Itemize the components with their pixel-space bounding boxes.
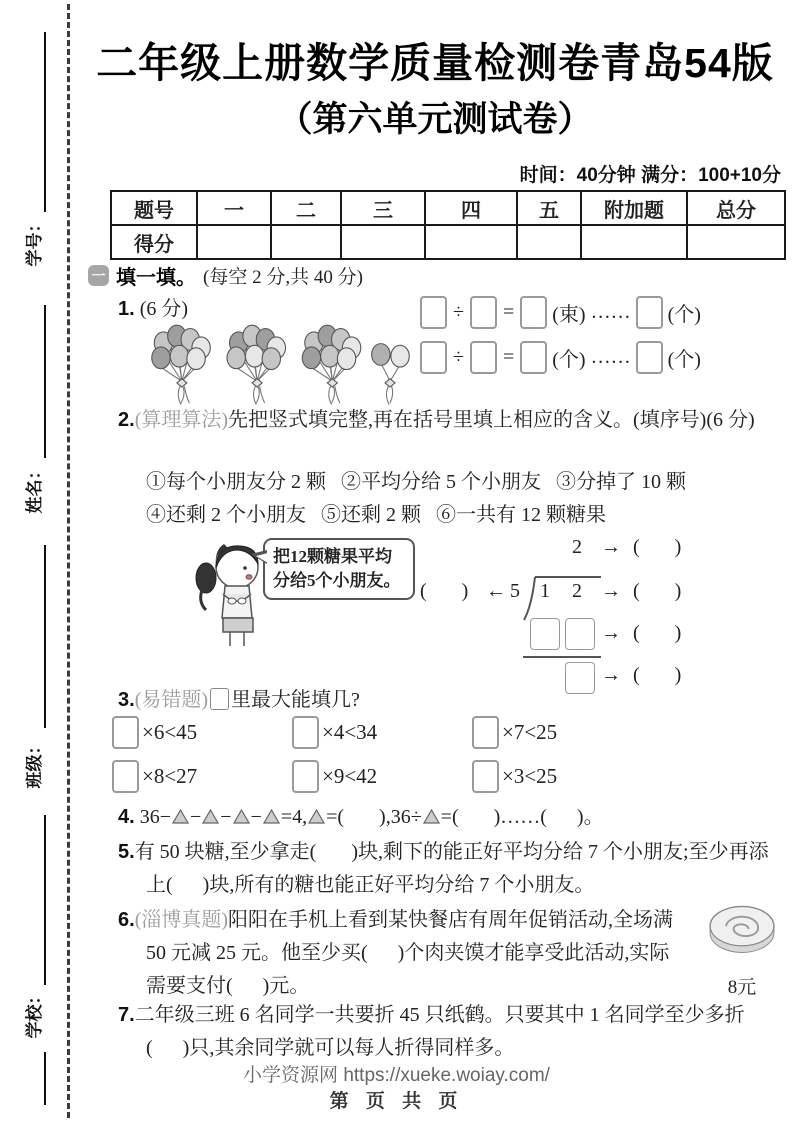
- minus-sign: −: [250, 806, 262, 828]
- answer-box: [565, 662, 595, 694]
- arrow-right-icon: →: [601, 536, 621, 558]
- meaning-blank: ( ): [633, 536, 682, 558]
- score-empty-cell: [517, 225, 581, 259]
- divide-sign: ÷: [453, 301, 464, 323]
- minus-sign: −: [159, 806, 171, 828]
- school-label: 学校：: [25, 987, 44, 1039]
- q3-item: [112, 760, 197, 793]
- score-empty-cell: [271, 225, 341, 259]
- quotient-digit: 2: [572, 536, 582, 558]
- score-header-cell: 五: [517, 191, 581, 225]
- section-number-badge: 一: [88, 265, 109, 286]
- q3-item: [112, 716, 197, 749]
- q7-text: 二年级三班 6 名同学一共要折 45 只纸鹤。只要其中 1 名同学至少多折( )只,其余同学就可以每人折得同样多。: [134, 1004, 745, 1059]
- answer-box: [636, 341, 663, 374]
- roujiamo-illustration: [699, 898, 785, 960]
- q6-number: 6.: [118, 909, 135, 931]
- q6-stem: [118, 904, 788, 1006]
- answer-box: [472, 760, 499, 793]
- equals-sign: =: [502, 301, 515, 323]
- q3-item: [292, 716, 377, 749]
- price-label: 8元: [727, 977, 757, 998]
- remainder-dots: ……: [590, 301, 631, 323]
- answer-box: [292, 716, 319, 749]
- q6-text: 阳阳在手机上看到某快餐店有周年促销活动,全场满 50 元减 25 元。他至少买( )个肉夹馍才能享受此活动,实际需要支付( )元。: [146, 909, 679, 997]
- triangle-icon: [423, 809, 440, 824]
- score-header-cell: 总分: [687, 191, 785, 225]
- equals-sign: =: [502, 346, 515, 368]
- subtraction-line: [523, 656, 601, 658]
- triangle-icon: [308, 809, 325, 824]
- margin-write-line: [44, 32, 46, 212]
- q2-options-line2: ④还剩 2 个小朋友 ⑤还剩 2 颗 ⑥一共有 12 颗糖果: [146, 504, 606, 526]
- answer-box: [470, 341, 497, 374]
- arrow-right-icon: →: [601, 664, 621, 686]
- q3-item-text: ×7<25: [502, 720, 558, 744]
- arrow-right-icon: →: [601, 622, 621, 644]
- section-title: 填一填。: [116, 267, 196, 289]
- long-division-diagram: [420, 534, 790, 684]
- score-empty-cell: [425, 225, 517, 259]
- score-empty-cell: [687, 225, 785, 259]
- q3-item-text: ×3<25: [502, 764, 558, 788]
- meaning-blank: ( ): [633, 622, 682, 644]
- triangle-icon: [172, 809, 189, 824]
- q2-options-line1: ①每个小朋友分 2 颗 ②平均分给 5 个小朋友 ③分掉了 10 颗: [146, 471, 686, 493]
- time-score-meta: 时间：40分钟 满分：100+10分: [519, 165, 781, 186]
- q4-tail: =( )……( )。: [440, 806, 604, 828]
- answer-box: [636, 296, 663, 329]
- score-empty-cell: [581, 225, 687, 259]
- speech-bubble: [263, 538, 415, 600]
- score-row-label: 得分: [111, 225, 197, 259]
- arrow-left-icon: ←: [486, 580, 506, 602]
- dividend-tens-digit: 1: [540, 580, 550, 602]
- speech-bubble-line1: 把12颗糖果平均: [273, 547, 392, 566]
- answer-box: [112, 760, 139, 793]
- score-header-cell: 题号: [111, 191, 197, 225]
- q1-equation-2: [420, 341, 701, 374]
- triangle-icon: [233, 809, 250, 824]
- section-points-note: (每空 2 分,共 40 分): [203, 267, 363, 288]
- minus-sign: −: [189, 806, 202, 828]
- q1-number: 1.: [118, 298, 135, 320]
- q5-stem: [118, 836, 784, 902]
- q4-number: 4.: [118, 806, 135, 828]
- remainder-dots: ……: [590, 346, 631, 368]
- name-label: 姓名：: [25, 462, 44, 514]
- score-header-cell: 二: [271, 191, 341, 225]
- blank-box: [210, 688, 229, 710]
- q3-number: 3.: [118, 689, 135, 711]
- answer-box: [470, 296, 497, 329]
- q4-mid: =( ),36÷: [326, 806, 422, 828]
- margin-write-line: [44, 815, 46, 985]
- q5-number: 5.: [118, 841, 135, 863]
- q2-text: 先把竖式填完整,再在括号里填上相应的含义。(填序号)(6 分): [228, 409, 755, 431]
- answer-box: [520, 296, 547, 329]
- score-table-header-row: [111, 191, 785, 225]
- unit-label: (个): [667, 304, 701, 326]
- minus-sign: −: [220, 806, 232, 828]
- divisor-digit: 5: [510, 580, 520, 602]
- q3-item-text: ×9<42: [322, 764, 378, 788]
- triangle-icon: [263, 809, 280, 824]
- answer-box: [520, 341, 547, 374]
- q2-options: [146, 466, 786, 532]
- score-header-cell: 四: [425, 191, 517, 225]
- score-empty-cell: [341, 225, 425, 259]
- section-one-header: [88, 261, 363, 290]
- unit-label: (个): [667, 349, 701, 371]
- score-header-cell: 三: [341, 191, 425, 225]
- footer-site-url: 小学资源网 https://xueke.woiay.com/: [243, 1065, 550, 1086]
- q4-eq4: =4,: [280, 806, 308, 828]
- triangle-icon: [202, 809, 219, 824]
- score-empty-cell: [197, 225, 271, 259]
- score-table: [110, 190, 786, 260]
- q5-text: 有 50 块糖,至少拿走( )块,剩下的能正好平均分给 7 个小朋友;至少再添上( )块,所有的糖也能正好平均分给 7 个小朋友。: [134, 841, 769, 896]
- q7-number: 7.: [118, 1004, 135, 1026]
- score-header-cell: 附加题: [581, 191, 687, 225]
- q3-text: 里最大能填几?: [231, 689, 360, 711]
- q3-stem: [118, 684, 360, 717]
- q3-item-text: ×8<27: [142, 764, 198, 788]
- footer-page-indicator: 第 页 共 页: [329, 1091, 464, 1112]
- balloons-illustration: [133, 306, 418, 408]
- paper-title: 二年级上册数学质量检测卷青岛54版: [96, 40, 774, 86]
- unit-label: (束): [552, 304, 586, 326]
- roujiamo-figure: [696, 898, 788, 1004]
- answer-box: [420, 296, 447, 329]
- division-bracket: [523, 574, 603, 622]
- answer-box: [472, 716, 499, 749]
- answer-box: [565, 618, 595, 650]
- class-label: 班级：: [25, 737, 44, 789]
- q1-equation-1: [420, 296, 701, 329]
- answer-box: [112, 716, 139, 749]
- margin-write-line: [44, 545, 46, 728]
- divide-sign: ÷: [453, 346, 464, 368]
- q2-number: 2.: [118, 409, 135, 431]
- dividend-ones-digit: 2: [572, 580, 582, 602]
- answer-box: [420, 341, 447, 374]
- score-header-cell: 一: [197, 191, 271, 225]
- binding-dashed-line: [67, 4, 70, 1118]
- margin-write-line: [44, 305, 46, 458]
- unit-label: (个): [552, 349, 586, 371]
- speech-bubble-line2: 分给5个小朋友。: [273, 571, 401, 590]
- q1-points: (6 分): [139, 298, 189, 320]
- q3-item: [472, 716, 557, 749]
- q3-tag: (易错题): [134, 689, 209, 711]
- meaning-blank: ( ): [420, 580, 469, 602]
- meaning-blank: ( ): [633, 664, 682, 686]
- answer-box: [292, 760, 319, 793]
- arrow-right-icon: →: [601, 580, 621, 602]
- answer-box: [530, 618, 560, 650]
- q3-item-text: ×4<34: [322, 720, 378, 744]
- student-id-label: 学号：: [25, 215, 44, 267]
- q6-tag: (淄博真题): [134, 909, 229, 931]
- q3-item: [472, 760, 557, 793]
- meaning-blank: ( ): [633, 580, 682, 602]
- q2-stem: [118, 404, 766, 437]
- paper-subtitle: （第六单元测试卷）: [277, 100, 593, 139]
- q4-pre: 36: [139, 806, 160, 828]
- q3-item: [292, 760, 377, 793]
- q4-stem: [118, 801, 786, 834]
- q7-stem: [118, 999, 784, 1065]
- q3-item-text: ×6<45: [142, 720, 198, 744]
- q2-tag: (算理算法): [134, 409, 229, 431]
- score-table-score-row: [111, 225, 785, 259]
